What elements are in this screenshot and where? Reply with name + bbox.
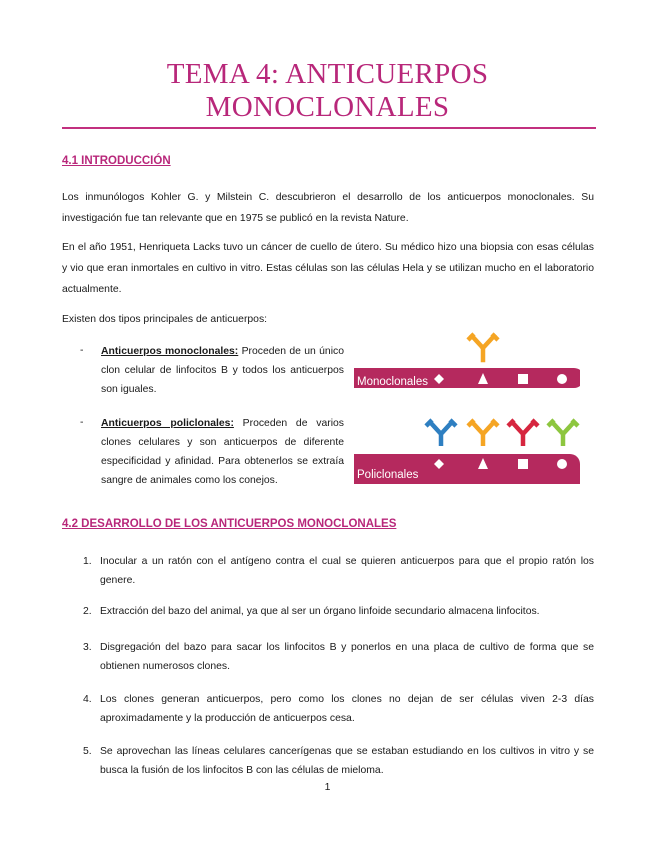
step-number: 2. — [83, 606, 92, 617]
step-number: 5. — [83, 746, 92, 757]
bullet-policlonales — [101, 414, 344, 490]
title-underline-rule — [62, 127, 596, 129]
page-number: 1 — [324, 782, 331, 793]
section-heading-introduccion: 4.1 INTRODUCCIÓN — [62, 155, 171, 167]
step-text: Los clones generan anticuerpos, pero como los clones no dejan de ser células viven 2-3 días aproximadamente y la producción de anticuerpos cesa. — [100, 694, 594, 724]
step-text: Extracción del bazo del animal, ya que al ser un órgano linfoide secundario almacena linfocitos. — [100, 606, 540, 617]
antibody-green-icon — [548, 420, 578, 446]
term-policlonales: Anticuerpos policlonales: — [101, 418, 234, 429]
page-title — [0, 58, 655, 124]
bullet-marker: - — [80, 345, 84, 356]
antibody-red-icon — [508, 420, 538, 446]
square-antigen-icon — [518, 459, 528, 469]
bullet-text: Proceden de varios clones celulares y son anticuerpos de diferente especificidad y afinidad. Para obtenerlos se extraía sangre de animales como los conejos. — [101, 418, 344, 486]
bullet-marker: - — [80, 417, 84, 428]
title-line-2: MONOCLONALES — [205, 91, 450, 123]
step-number: 3. — [83, 642, 92, 653]
circle-antigen-icon — [557, 374, 567, 384]
step-text: Inocular a un ratón con el antígeno contra el cual se quieren anticuerpos para que el propio ratón los genere. — [100, 556, 594, 586]
bullet-text: Proceden de un único clon celular de linfocitos B y todos los anticuerpos son iguales. — [101, 346, 344, 395]
antibody-orange-icon — [468, 420, 498, 446]
paragraph-tipos-anticuerpos: Existen dos tipos principales de anticuerpos: — [62, 314, 268, 325]
bullet-monoclonales — [101, 342, 344, 399]
circle-antigen-icon — [557, 459, 567, 469]
paragraph-kohler-milstein: Los inmunólogos Kohler G. y Milstein C. descubrieron el desarrollo de los anticuerpos monoclonales. Su investigación fue tan relevante que en 1975 se publicó en la revista Nature. — [62, 192, 594, 224]
step-number: 4. — [83, 694, 92, 705]
antibody-monoclonal-icon — [468, 334, 498, 360]
title-line-1: TEMA 4: ANTICUERPOS — [166, 58, 489, 90]
section-heading-desarrollo: 4.2 DESARROLLO DE LOS ANTICUERPOS MONOCLONALES — [62, 518, 397, 530]
antibody-blue-icon — [426, 420, 456, 446]
square-antigen-icon — [518, 374, 528, 384]
term-monoclonales: Anticuerpos monoclonales: — [101, 346, 239, 357]
banner-label-policlonales: Policlonales — [357, 469, 419, 481]
antibody-diagram — [354, 326, 580, 486]
step-text: Disgregación del bazo para sacar los linfocitos B y ponerlos en una placa de cultivo de forma que se obtienen numerosos clones. — [100, 642, 594, 672]
banner-label-monoclonales: Monoclonales — [357, 376, 428, 388]
step-text: Se aprovechan las líneas celulares cancerígenas que se estaban estudiando en los cultivos in vitro y se busca la fusión de los linfocitos B con las células de mieloma. — [100, 746, 594, 776]
paragraph-henriqueta-lacks: En el año 1951, Henriqueta Lacks tuvo un cáncer de cuello de útero. Su médico hizo una biopsia con esas células y vio que eran inmortales en cultivo in vitro. Estas células son las células Hela y se utilizan mucho en el laboratorio actualmente. — [62, 242, 594, 295]
step-number: 1. — [83, 556, 92, 567]
